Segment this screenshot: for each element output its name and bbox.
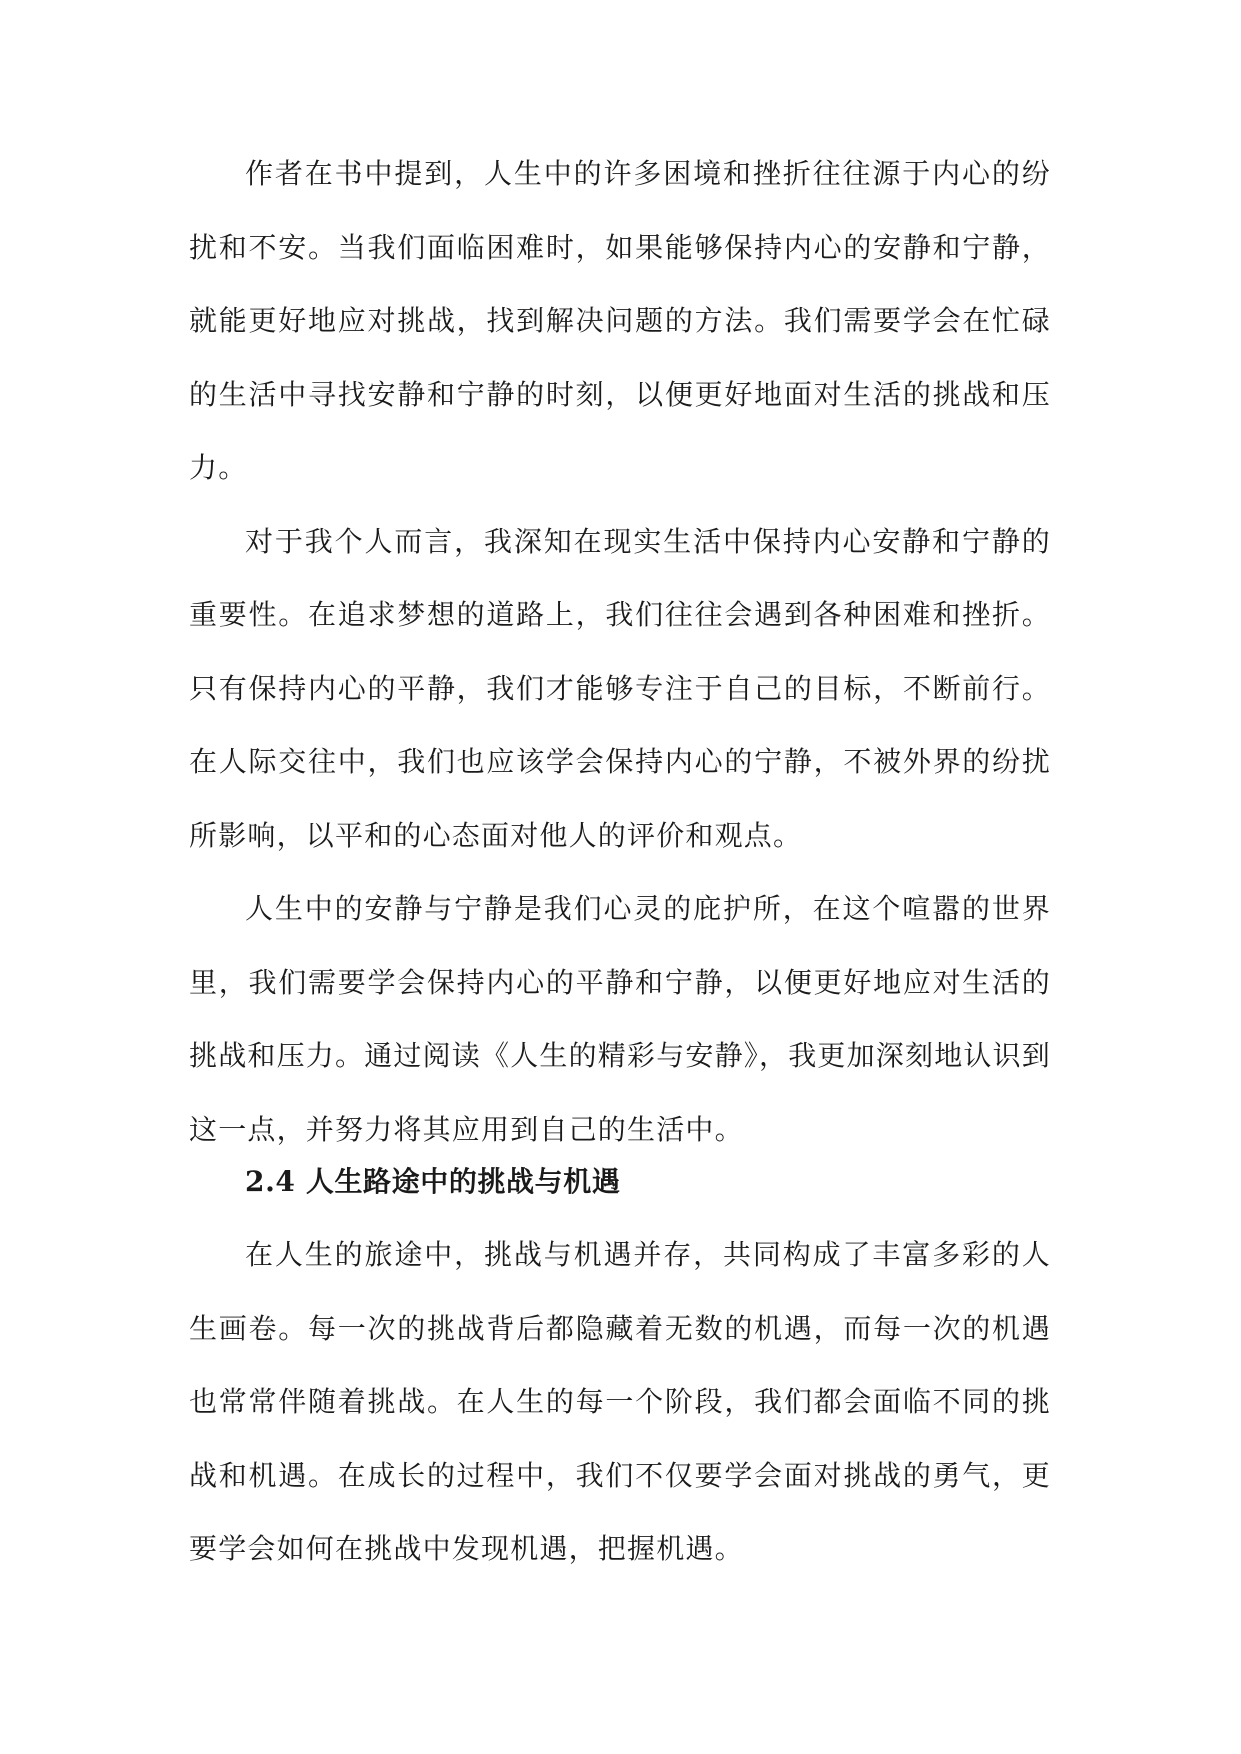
paragraph-2: 对于我个人而言，我深知在现实生活中保持内心安静和宁静的重要性。在追求梦想的道路上，我们往往会遇到各种困难和挫折。只有保持内心的平静，我们才能够专注于自己的目标，不断前行。在人际交往中，我们也应该学会保持内心的宁静，不被外界的纷扰所影响，以平和的心态面对他人的评价和观点。: [189, 524, 1051, 852]
section-paragraph-1: 在人生的旅途中，挑战与机遇并存，共同构成了丰富多彩的人生画卷。每一次的挑战背后都隐藏着无数的机遇，而每一次的机遇也常常伴随着挑战。在人生的每一个阶段，我们都会面临不同的挑战和机遇。在成长的过程中，我们不仅要学会面对挑战的勇气，更要学会如何在挑战中发现机遇，把握机遇。: [189, 1238, 1051, 1565]
body-text-lower: [189, 1218, 1051, 1586]
section-heading: 2.4 人生路途中的挑战与机遇: [245, 1165, 621, 1198]
paragraph-1: 作者在书中提到，人生中的许多困境和挫折往往源于内心的纷扰和不安。当我们面临困难时，如果能够保持内心的安静和宁静，就能更好地应对挑战，找到解决问题的方法。我们需要学会在忙碌的生活中寻找安静和宁静的时刻，以便更好地面对生活的挑战和压力。: [189, 157, 1051, 484]
body-text-upper: [189, 137, 1051, 1166]
paragraph-3: 人生中的安静与宁静是我们心灵的庇护所，在这个喧嚣的世界里，我们需要学会保持内心的平静和宁静，以便更好地应对生活的挑战和压力。通过阅读《人生的精彩与安静》，我更加深刻地认识到这一点，并努力将其应用到自己的生活中。: [189, 892, 1052, 1146]
